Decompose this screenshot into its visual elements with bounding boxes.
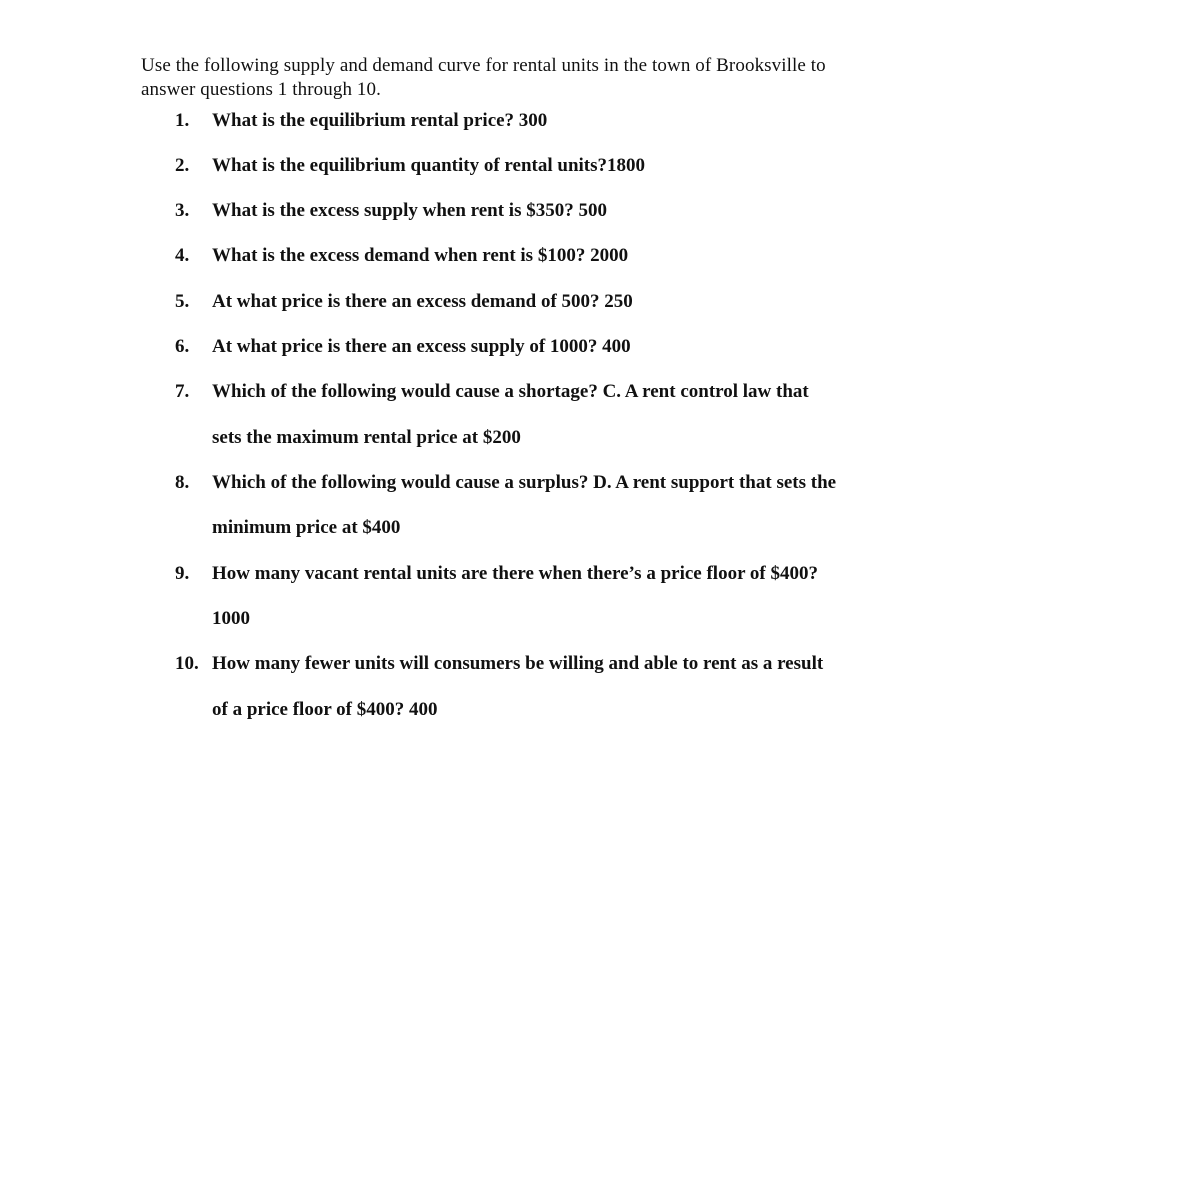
question-text-continued: of a price floor of $400? 400 <box>212 699 438 720</box>
question-text: What is the excess demand when rent is $100? 2000 <box>212 245 629 266</box>
question-number: 7. <box>175 381 190 402</box>
question-text: How many vacant rental units are there when there’s a price floor of $400? <box>212 563 818 584</box>
question-text-continued: 1000 <box>212 608 250 629</box>
question-text: What is the equilibrium quantity of rental units?1800 <box>212 155 646 176</box>
question-text: What is the equilibrium rental price? 300 <box>212 110 548 131</box>
intro-line-1: Use the following supply and demand curve for rental units in the town of Brooksville to <box>141 55 826 76</box>
question-number: 4. <box>175 245 190 266</box>
intro-line-2: answer questions 1 through 10. <box>141 79 381 100</box>
question-number: 8. <box>175 472 190 493</box>
question-text: How many fewer units will consumers be willing and able to rent as a result <box>212 653 824 674</box>
question-text: What is the excess supply when rent is $350? 500 <box>212 200 607 221</box>
question-number: 10. <box>175 653 199 674</box>
question-text-continued: sets the maximum rental price at $200 <box>212 427 521 448</box>
question-text: At what price is there an excess demand of 500? 250 <box>212 291 633 312</box>
question-number: 1. <box>175 110 190 131</box>
question-number: 6. <box>175 336 190 357</box>
question-text-continued: minimum price at $400 <box>212 517 401 538</box>
question-text: Which of the following would cause a shortage? C. A rent control law that <box>212 381 809 402</box>
question-text: Which of the following would cause a surplus? D. A rent support that sets the <box>212 472 837 493</box>
question-number: 5. <box>175 291 190 312</box>
question-number: 3. <box>175 200 190 221</box>
question-number: 9. <box>175 563 190 584</box>
question-number: 2. <box>175 155 190 176</box>
question-text: At what price is there an excess supply of 1000? 400 <box>212 336 631 357</box>
